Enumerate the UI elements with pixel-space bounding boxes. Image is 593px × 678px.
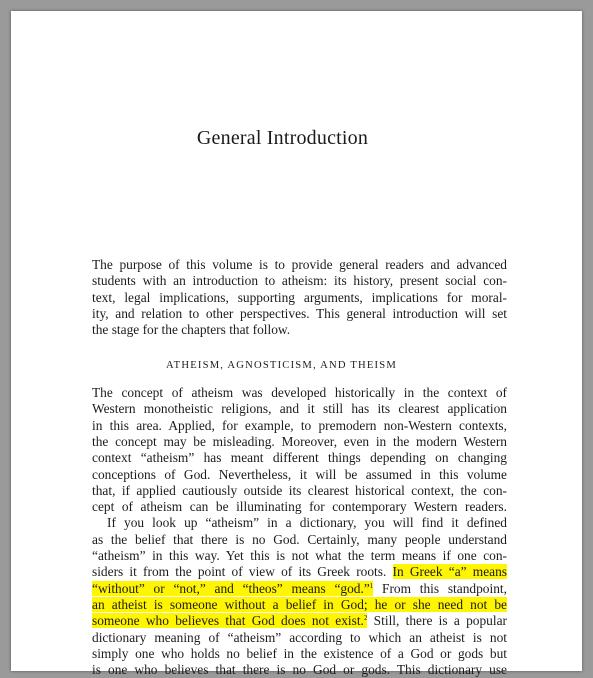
footnote-ref[interactable]: 1: [369, 581, 374, 590]
highlighted-text[interactable]: [92, 613, 367, 628]
chapter-title: General Introduction: [196, 127, 369, 149]
text-line: that, if applied cautiously outside its clearest historical context, the con-: [92, 482, 507, 498]
text-line: [92, 581, 507, 597]
text-span: “without” or “not,” and “theos” means “god.”: [92, 580, 370, 596]
text-line: cept of atheism can be illuminating for contemporary Western readers.: [92, 499, 507, 515]
highlighted-text[interactable]: In Greek “a” means: [392, 564, 507, 580]
document-page: [11, 11, 582, 678]
text-line: simply one who holds no belief in the existence of a God or gods but: [92, 645, 507, 661]
text-line: the concept may be misleading. Moreover, even in the modern Western: [92, 433, 507, 449]
section-heading: ATHEISM, AGNOSTICISM, AND THEISM: [166, 360, 397, 371]
text-line: ity, and relation to other perspectives. This general introduction will set: [92, 305, 507, 321]
text-span: someone who believes that God does not exist.: [92, 613, 364, 629]
highlighted-text[interactable]: an atheist is someone without a belief in God; he or she need not be: [92, 596, 507, 612]
text-line: text, legal implications, supporting arguments, implications for moral-: [92, 289, 507, 305]
text-line: dictionary meaning of “atheism” according to which an atheist is not: [92, 629, 507, 645]
text-span: siders it from the point of view of its Greek roots.: [92, 564, 393, 580]
text-line: “atheism” in this way. Yet this is not what the term means if one con-: [92, 548, 507, 563]
text-line: conceptions of God. Nevertheless, it will be assumed in this volume: [92, 466, 507, 482]
text-line: The concept of atheism was developed historically in the context of: [92, 385, 507, 400]
text-line: Western monotheistic religions, and it still has its clearest application: [92, 401, 507, 417]
text-line: [92, 613, 507, 629]
text-line: in this area. Applied, for example, to premodern non-Western contexts,: [92, 417, 507, 433]
text-line: context “atheism” has meant different things depending on changing: [92, 450, 507, 466]
footnote-ref[interactable]: 2: [363, 614, 368, 623]
text-span: From this standpoint,: [373, 580, 507, 596]
text-line: is one who believes that there is no God or gods. This dictionary use: [92, 662, 507, 678]
text-line: [92, 564, 507, 580]
text-span: Still, there is a popular: [367, 613, 507, 629]
highlighted-text[interactable]: [92, 581, 373, 596]
text-line: as the belief that there is no God. Certainly, many people understand: [92, 531, 507, 547]
text-line: [92, 597, 507, 613]
text-line: If you look up “atheism” in a dictionary, you will find it defined: [107, 515, 507, 531]
text-line: the stage for the chapters that follow.: [92, 322, 291, 338]
text-line: students with an introduction to atheism: its history, present social con-: [92, 273, 507, 289]
text-line: The purpose of this volume is to provide general readers and advanced: [92, 257, 507, 272]
